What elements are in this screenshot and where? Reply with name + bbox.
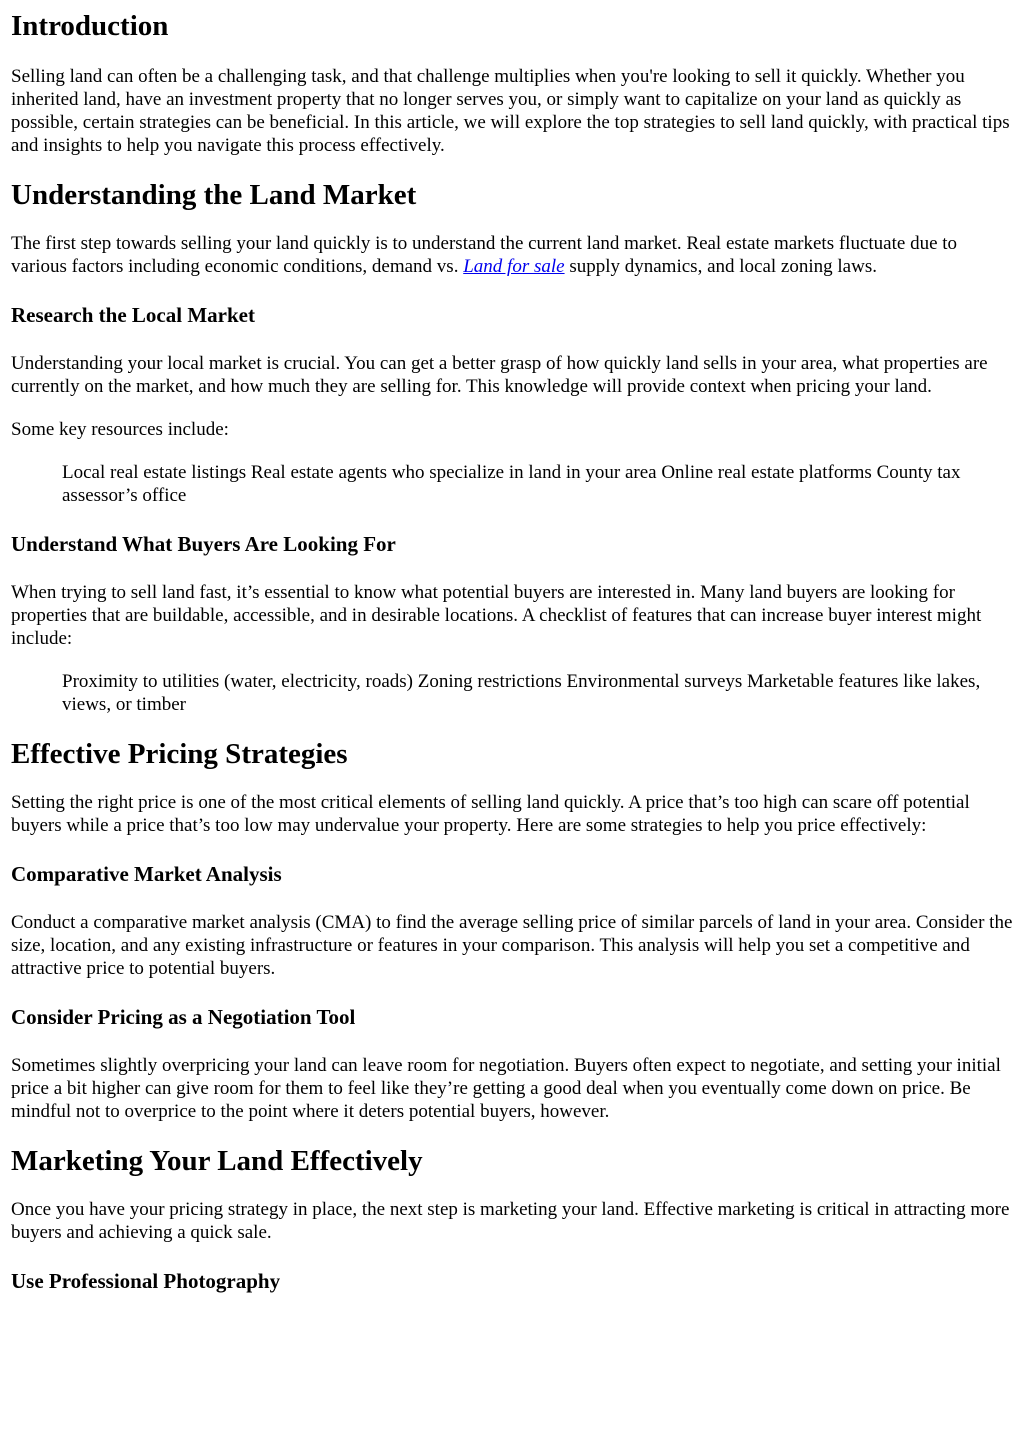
heading-comparative-market-analysis: Comparative Market Analysis — [11, 862, 282, 886]
heading-understanding-land-market: Understanding the Land Market — [11, 179, 417, 211]
buyer-features-list: Proximity to utilities (water, electricity, roads) Zoning restrictions Environmental surveys Marketable features like lakes, views, or timber — [62, 671, 981, 715]
paragraph-comparative-market-analysis: Conduct a comparative market analysis (CMA) to find the average selling price of similar parcels of land in your area. Consider the size, location, and any existing infrastructure or features in your comparison. This analysis will help you set a competitive and attractive price to potential buyers. — [11, 912, 1013, 979]
heading-what-buyers-look-for: Understand What Buyers Are Looking For — [11, 532, 396, 556]
paragraph-key-resources-intro: Some key resources include: — [11, 419, 229, 440]
heading-introduction: Introduction — [11, 10, 169, 42]
heading-pricing-negotiation-tool: Consider Pricing as a Negotiation Tool — [11, 1005, 356, 1029]
paragraph-pricing-negotiation-tool: Sometimes slightly overpricing your land can leave room for negotiation. Buyers often expect to negotiate, and setting your initial price a bit higher can give room for them to feel like they’re getting a good deal when you eventually come down on price. Be mindful not to overprice to the point where it deters potential buyers, however. — [11, 1055, 1001, 1122]
heading-marketing-land-effectively: Marketing Your Land Effectively — [11, 1145, 423, 1177]
heading-professional-photography: Use Professional Photography — [11, 1269, 281, 1293]
heading-effective-pricing-strategies: Effective Pricing Strategies — [11, 738, 348, 770]
paragraph-what-buyers-look-for: When trying to sell land fast, it’s essential to know what potential buyers are interested in. Many land buyers are looking for properties that are buildable, accessible, and in desirable locations. A checklist of features that can increase buyer interest might include: — [11, 582, 982, 649]
paragraph-marketing-land: Once you have your pricing strategy in place, the next step is marketing your land. Effective marketing is critical in attracting more buyers and achieving a quick sale. — [11, 1199, 1010, 1243]
key-resources-list: Local real estate listings Real estate agents who specialize in land in your area Online real estate platforms County tax assessor’s office — [62, 462, 961, 506]
paragraph-land-market-text-end: supply dynamics, and local zoning laws. — [564, 256, 877, 277]
land-for-sale-link[interactable]: Land for sale — [463, 256, 565, 277]
paragraph-introduction: Selling land can often be a challenging task, and that challenge multiplies when you're looking to sell it quickly. Whether you inherited land, have an investment property that no longer serves you, or simply want to capitalize on your land as quickly as possible, certain strategies can be beneficial. In this article, we will explore the top strategies to sell land quickly, with practical tips and insights to help you navigate this process effectively. — [11, 66, 1010, 156]
heading-research-local-market: Research the Local Market — [11, 303, 255, 327]
paragraph-effective-pricing: Setting the right price is one of the most critical elements of selling land quickly. A price that’s too high can scare off potential buyers while a price that’s too low may undervalue your property. Here are some strategies to help you price effectively: — [11, 792, 970, 836]
paragraph-research-local-market: Understanding your local market is crucial. You can get a better grasp of how quickly land sells in your area, what properties are currently on the market, and how much they are selling for. This knowledge will provide context when pricing your land. — [11, 353, 988, 397]
paragraph-land-market-text-start: The first step towards selling your land quickly is to understand the current land market. Real estate markets fluctuate due to various factors including economic conditions, demand vs. — [11, 233, 958, 277]
article — [0, 9, 1024, 1294]
paragraph-land-market — [11, 232, 1013, 278]
